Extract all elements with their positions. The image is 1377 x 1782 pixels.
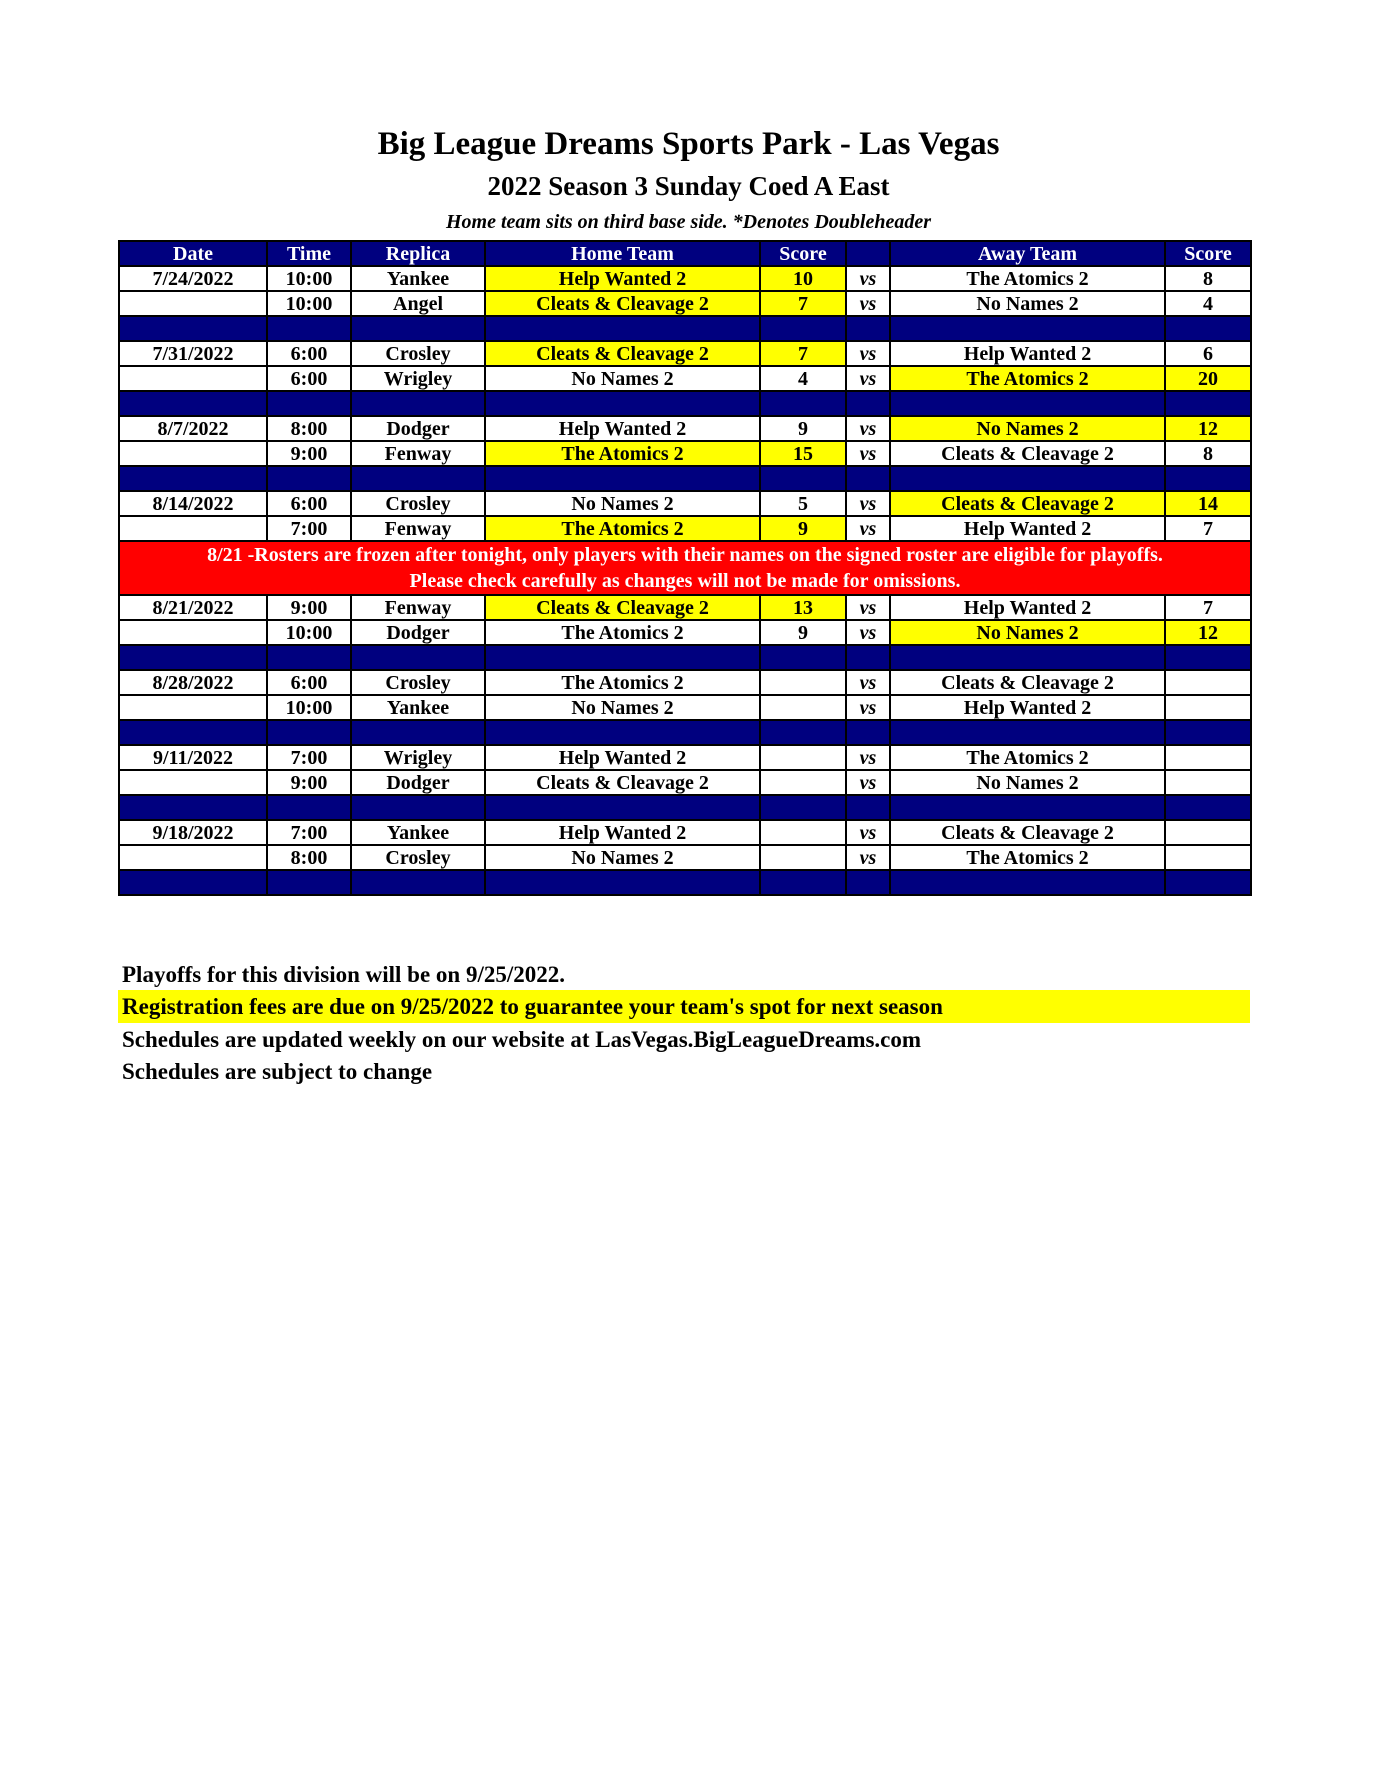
game-row — [119, 516, 1251, 541]
vs-label: vs — [846, 266, 890, 291]
home-score: 7 — [760, 291, 846, 316]
vs-label: vs — [846, 695, 890, 720]
vs-label: vs — [846, 820, 890, 845]
header-away-team: Away Team — [890, 241, 1165, 266]
home-team: The Atomics 2 — [485, 620, 760, 645]
home-team: Cleats & Cleavage 2 — [485, 770, 760, 795]
home-team: Cleats & Cleavage 2 — [485, 291, 760, 316]
home-score: 9 — [760, 516, 846, 541]
away-score: 8 — [1165, 441, 1251, 466]
game-date: 8/14/2022 — [119, 491, 267, 516]
away-score — [1165, 745, 1251, 770]
home-score: 9 — [760, 620, 846, 645]
away-team: Help Wanted 2 — [890, 516, 1165, 541]
header-replica: Replica — [351, 241, 485, 266]
separator-cell — [485, 645, 760, 670]
separator-cell — [1165, 720, 1251, 745]
game-field: Fenway — [351, 441, 485, 466]
game-row — [119, 620, 1251, 645]
home-team-note: Home team sits on third base side. *Denotes Doubleheader — [446, 211, 931, 233]
separator-cell — [267, 391, 351, 416]
page-subtitle: 2022 Season 3 Sunday Coed A East — [487, 171, 890, 201]
vs-label: vs — [846, 416, 890, 441]
separator-cell — [760, 645, 846, 670]
vs-label: vs — [846, 341, 890, 366]
game-field: Fenway — [351, 516, 485, 541]
game-time: 9:00 — [267, 770, 351, 795]
game-date: 8/7/2022 — [119, 416, 267, 441]
separator-cell — [760, 316, 846, 341]
game-row — [119, 366, 1251, 391]
vs-label: vs — [846, 770, 890, 795]
separator-cell — [485, 391, 760, 416]
separator-cell — [351, 466, 485, 491]
away-team: Cleats & Cleavage 2 — [890, 491, 1165, 516]
away-team: Cleats & Cleavage 2 — [890, 441, 1165, 466]
home-score: 15 — [760, 441, 846, 466]
separator-cell — [846, 645, 890, 670]
home-score — [760, 820, 846, 845]
home-score: 5 — [760, 491, 846, 516]
separator-cell — [846, 870, 890, 895]
vs-label: vs — [846, 491, 890, 516]
separator-cell — [890, 645, 1165, 670]
away-team: Help Wanted 2 — [890, 341, 1165, 366]
separator-cell — [846, 795, 890, 820]
game-row — [119, 291, 1251, 316]
game-date: 9/11/2022 — [119, 745, 267, 770]
separator-cell — [267, 466, 351, 491]
separator-cell — [890, 391, 1165, 416]
game-date: 9/18/2022 — [119, 820, 267, 845]
separator-cell — [267, 645, 351, 670]
separator-cell — [119, 391, 267, 416]
away-team: The Atomics 2 — [890, 745, 1165, 770]
game-time: 8:00 — [267, 845, 351, 870]
game-time: 10:00 — [267, 695, 351, 720]
away-score — [1165, 820, 1251, 845]
home-score: 9 — [760, 416, 846, 441]
vs-label: vs — [846, 516, 890, 541]
vs-label: vs — [846, 291, 890, 316]
home-score: 10 — [760, 266, 846, 291]
home-team: No Names 2 — [485, 695, 760, 720]
home-score — [760, 695, 846, 720]
header-home-team: Home Team — [485, 241, 760, 266]
away-team: The Atomics 2 — [890, 845, 1165, 870]
game-field: Yankee — [351, 820, 485, 845]
game-field: Yankee — [351, 266, 485, 291]
game-date: 7/31/2022 — [119, 341, 267, 366]
game-field: Angel — [351, 291, 485, 316]
away-score: 7 — [1165, 516, 1251, 541]
game-time: 6:00 — [267, 366, 351, 391]
home-team: The Atomics 2 — [485, 441, 760, 466]
game-row — [119, 695, 1251, 720]
separator-cell — [485, 720, 760, 745]
game-field: Crosley — [351, 845, 485, 870]
game-time: 10:00 — [267, 266, 351, 291]
game-field: Wrigley — [351, 366, 485, 391]
header-time: Time — [267, 241, 351, 266]
away-team: Help Wanted 2 — [890, 695, 1165, 720]
home-score — [760, 770, 846, 795]
home-score — [760, 845, 846, 870]
separator-cell — [351, 645, 485, 670]
game-date — [119, 695, 267, 720]
separator-cell — [1165, 466, 1251, 491]
away-team: No Names 2 — [890, 416, 1165, 441]
game-date — [119, 291, 267, 316]
home-score: 4 — [760, 366, 846, 391]
game-date — [119, 366, 267, 391]
game-time: 8:00 — [267, 416, 351, 441]
separator-cell — [760, 795, 846, 820]
home-team: Help Wanted 2 — [485, 266, 760, 291]
game-field: Dodger — [351, 770, 485, 795]
week-separator — [119, 870, 1251, 895]
home-team: The Atomics 2 — [485, 516, 760, 541]
separator-cell — [485, 466, 760, 491]
away-score: 12 — [1165, 416, 1251, 441]
game-time: 10:00 — [267, 291, 351, 316]
header-away-score: Score — [1165, 241, 1251, 266]
home-team: Help Wanted 2 — [485, 820, 760, 845]
separator-cell — [119, 720, 267, 745]
separator-cell — [267, 316, 351, 341]
away-team: Cleats & Cleavage 2 — [890, 820, 1165, 845]
schedule-body — [119, 266, 1251, 895]
separator-cell — [119, 645, 267, 670]
home-team: No Names 2 — [485, 366, 760, 391]
separator-cell — [351, 870, 485, 895]
separator-cell — [846, 720, 890, 745]
separator-cell — [1165, 645, 1251, 670]
home-score — [760, 670, 846, 695]
away-score — [1165, 845, 1251, 870]
separator-cell — [267, 870, 351, 895]
game-row — [119, 416, 1251, 441]
separator-cell — [267, 720, 351, 745]
away-score — [1165, 670, 1251, 695]
game-field: Crosley — [351, 670, 485, 695]
game-date — [119, 441, 267, 466]
game-field: Yankee — [351, 695, 485, 720]
game-field: Crosley — [351, 491, 485, 516]
home-team: Help Wanted 2 — [485, 745, 760, 770]
vs-label: vs — [846, 441, 890, 466]
away-team: No Names 2 — [890, 770, 1165, 795]
separator-cell — [1165, 316, 1251, 341]
home-score: 13 — [760, 595, 846, 620]
home-team: No Names 2 — [485, 845, 760, 870]
away-score — [1165, 695, 1251, 720]
game-row — [119, 595, 1251, 620]
game-date: 8/28/2022 — [119, 670, 267, 695]
game-time: 10:00 — [267, 620, 351, 645]
separator-cell — [890, 720, 1165, 745]
registration-note: Registration fees are due on 9/25/2022 to guarantee your team's spot for next season — [118, 990, 1250, 1023]
page-title: Big League Dreams Sports Park - Las Vegas — [377, 126, 1000, 162]
separator-cell — [760, 466, 846, 491]
notice-line: 8/21 -Rosters are frozen after tonight, only players with their names on the signed roster are eligible for playoffs. — [207, 544, 1163, 566]
game-date: 7/24/2022 — [119, 266, 267, 291]
week-separator — [119, 645, 1251, 670]
week-separator — [119, 391, 1251, 416]
separator-cell — [119, 870, 267, 895]
separator-cell — [846, 316, 890, 341]
separator-cell — [351, 720, 485, 745]
separator-cell — [119, 795, 267, 820]
separator-cell — [485, 316, 760, 341]
header-date: Date — [119, 241, 267, 266]
separator-cell — [351, 795, 485, 820]
game-field: Crosley — [351, 341, 485, 366]
roster-freeze-notice-row — [119, 541, 1251, 595]
separator-cell — [1165, 795, 1251, 820]
subject-to-change-note: Schedules are subject to change — [122, 1059, 433, 1084]
home-team: Cleats & Cleavage 2 — [485, 341, 760, 366]
away-team: The Atomics 2 — [890, 366, 1165, 391]
vs-label: vs — [846, 620, 890, 645]
game-time: 7:00 — [267, 745, 351, 770]
separator-cell — [351, 391, 485, 416]
game-row — [119, 845, 1251, 870]
header-vs — [846, 241, 890, 266]
separator-cell — [846, 466, 890, 491]
game-date — [119, 845, 267, 870]
separator-cell — [890, 316, 1165, 341]
vs-label: vs — [846, 745, 890, 770]
away-team: The Atomics 2 — [890, 266, 1165, 291]
home-team: No Names 2 — [485, 491, 760, 516]
home-team: Cleats & Cleavage 2 — [485, 595, 760, 620]
game-row — [119, 491, 1251, 516]
separator-cell — [119, 466, 267, 491]
game-date — [119, 516, 267, 541]
game-row — [119, 745, 1251, 770]
separator-cell — [351, 316, 485, 341]
game-time: 6:00 — [267, 670, 351, 695]
game-field: Wrigley — [351, 745, 485, 770]
game-time: 6:00 — [267, 491, 351, 516]
away-score: 4 — [1165, 291, 1251, 316]
game-row — [119, 266, 1251, 291]
away-team: Help Wanted 2 — [890, 595, 1165, 620]
vs-label: vs — [846, 595, 890, 620]
vs-label: vs — [846, 670, 890, 695]
home-score: 7 — [760, 341, 846, 366]
game-date — [119, 770, 267, 795]
separator-cell — [1165, 870, 1251, 895]
game-row — [119, 441, 1251, 466]
separator-cell — [485, 870, 760, 895]
week-separator — [119, 795, 1251, 820]
week-separator — [119, 466, 1251, 491]
separator-cell — [267, 795, 351, 820]
away-score: 14 — [1165, 491, 1251, 516]
away-score: 6 — [1165, 341, 1251, 366]
game-field: Fenway — [351, 595, 485, 620]
game-date: 8/21/2022 — [119, 595, 267, 620]
game-time: 6:00 — [267, 341, 351, 366]
website-note: Schedules are updated weekly on our website at LasVegas.BigLeagueDreams.com — [122, 1027, 922, 1052]
game-time: 7:00 — [267, 820, 351, 845]
table-header-row — [119, 241, 1251, 266]
separator-cell — [760, 720, 846, 745]
home-team: Help Wanted 2 — [485, 416, 760, 441]
separator-cell — [760, 391, 846, 416]
roster-freeze-notice — [119, 541, 1251, 595]
game-row — [119, 670, 1251, 695]
game-time: 9:00 — [267, 441, 351, 466]
away-score: 7 — [1165, 595, 1251, 620]
separator-cell — [760, 870, 846, 895]
game-row — [119, 820, 1251, 845]
separator-cell — [890, 795, 1165, 820]
schedule-table — [118, 240, 1252, 896]
separator-cell — [890, 466, 1165, 491]
away-team: No Names 2 — [890, 291, 1165, 316]
away-score: 20 — [1165, 366, 1251, 391]
vs-label: vs — [846, 845, 890, 870]
separator-cell — [1165, 391, 1251, 416]
vs-label: vs — [846, 366, 890, 391]
separator-cell — [890, 870, 1165, 895]
separator-cell — [119, 316, 267, 341]
separator-cell — [485, 795, 760, 820]
game-field: Dodger — [351, 620, 485, 645]
game-row — [119, 770, 1251, 795]
week-separator — [119, 316, 1251, 341]
game-date — [119, 620, 267, 645]
home-team: The Atomics 2 — [485, 670, 760, 695]
home-score — [760, 745, 846, 770]
playoffs-note: Playoffs for this division will be on 9/25/2022. — [122, 962, 566, 987]
away-score: 12 — [1165, 620, 1251, 645]
away-team: Cleats & Cleavage 2 — [890, 670, 1165, 695]
week-separator — [119, 720, 1251, 745]
game-field: Dodger — [351, 416, 485, 441]
separator-cell — [846, 391, 890, 416]
game-time: 9:00 — [267, 595, 351, 620]
away-score — [1165, 770, 1251, 795]
header-home-score: Score — [760, 241, 846, 266]
notice-line: Please check carefully as changes will not be made for omissions. — [409, 570, 961, 592]
game-row — [119, 341, 1251, 366]
game-time: 7:00 — [267, 516, 351, 541]
away-team: No Names 2 — [890, 620, 1165, 645]
away-score: 8 — [1165, 266, 1251, 291]
